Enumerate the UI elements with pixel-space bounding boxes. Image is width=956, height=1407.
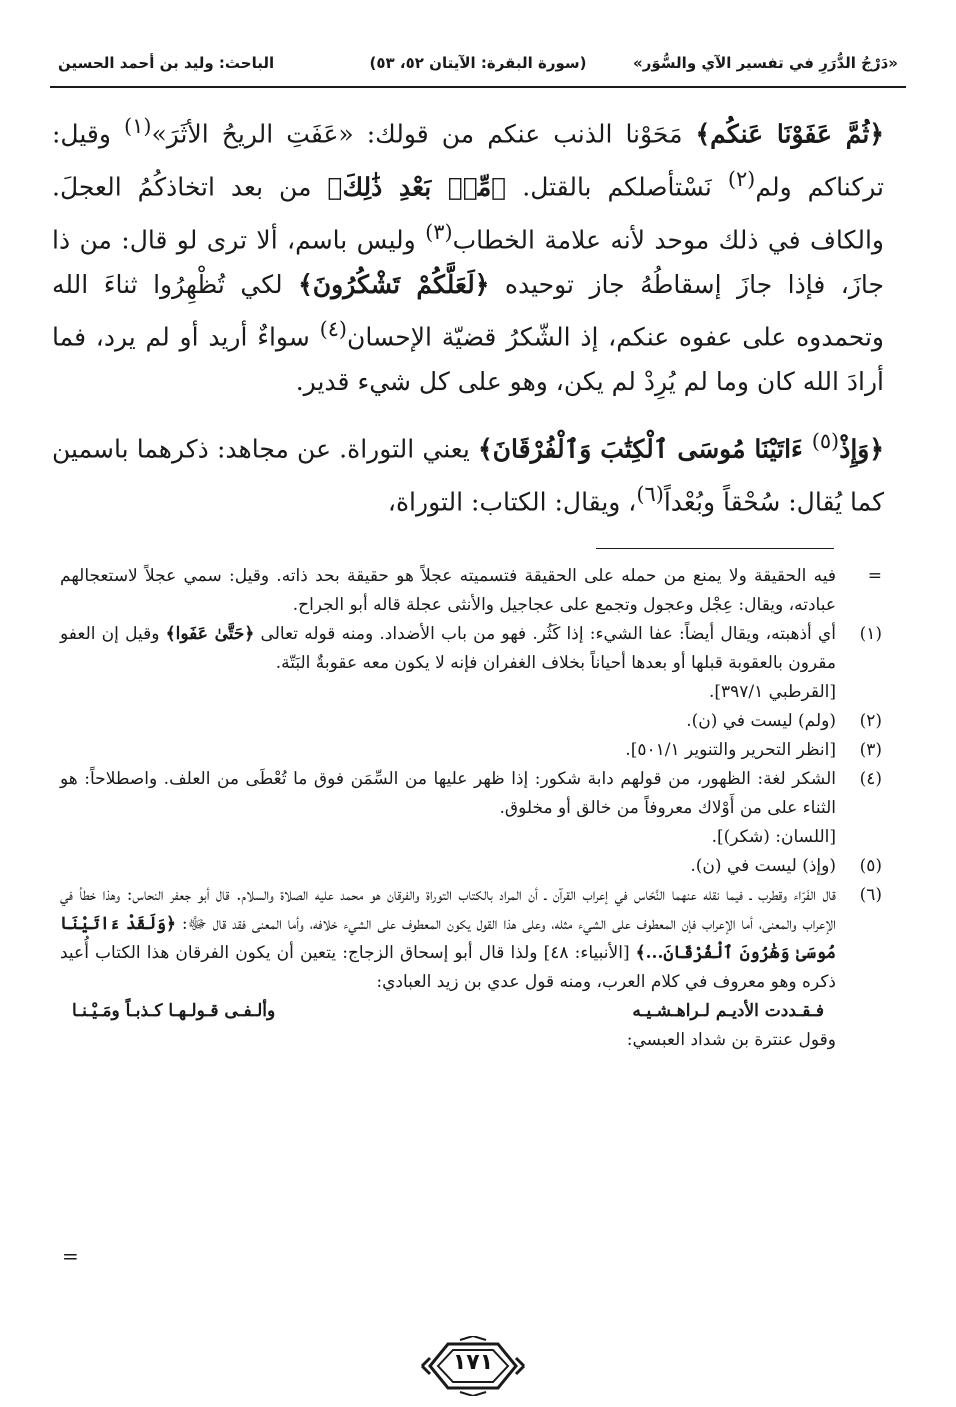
quran-quote: ﴿مِّنۢ بَعْدِ ذَٰلِكَ﴾ bbox=[327, 172, 507, 202]
footnote-2: (٢) (ولم) ليست في (ن). bbox=[60, 707, 882, 736]
footnotes bbox=[60, 562, 882, 1055]
book-title: «دَرْجُ الدُّرَرِ في تفسير الآي والسُّوَر» bbox=[633, 54, 898, 72]
footnote-number: (١) bbox=[859, 624, 882, 644]
footnote-number: = bbox=[867, 566, 882, 586]
verse-first-hemistich: فـقـددت الأديـم لـراهـشـيـه bbox=[632, 1001, 824, 1021]
footnote-source: [القرطبي ٣٩٧/١]. bbox=[708, 682, 836, 702]
footnote-continued: = فيه الحقيقة ولا يمنع من حمله على الحقيقة فتسميته عجلاً هو حقيقة بحد ذاته. وقيل: سمي عجلاً لاستعجالهم عبادته، ويقال: عِجْل وعجول وتجمع على عجاجيل والأنثى عجلة قاله أبو الجراح. bbox=[60, 562, 882, 620]
footnote-separator bbox=[596, 548, 834, 549]
page-number-ornament bbox=[418, 1336, 528, 1396]
surah-info: (سورة البقرة: الآيتان ٥٢، ٥٣) bbox=[369, 54, 587, 72]
quran-quote: ﴿وَإِذْ bbox=[839, 434, 884, 464]
footnote-5: (٥) (وإذ) ليست في (ن). bbox=[60, 852, 882, 881]
verse-second-hemistich: وألـفـى قـولـهـا كـذبـاً ومَـيْـنـا bbox=[72, 1001, 276, 1021]
researcher-name: الباحث: وليد بن أحمد الحسين bbox=[58, 54, 275, 72]
footnote-ref: (٣) bbox=[425, 219, 453, 244]
footnote-1: (١) أي أذهبته، ويقال أيضاً: عفا الشيء: إذا كَثُر. فهو من باب الأضداد. ومنه قوله تعالى ﴿حَتَّىٰ عَفَوا﴾ وقيل إن العفو مقرون بالعقوبة قبلها أو بعدها أحياناً بخلاف الغفران فإنه لا يكون معه عقوبةٌ البَتّة. [القرطبي ٣٩٧/١]. bbox=[60, 620, 882, 707]
footnote-ref: (٢) bbox=[727, 166, 756, 191]
footnote-ref: (٤) bbox=[319, 317, 348, 342]
page-number: ١٧١ bbox=[452, 1350, 494, 1375]
quran-quote: ﴿ثُمَّ عَفَوْنَا عَنكُم﴾ bbox=[695, 119, 884, 149]
page-header bbox=[50, 44, 906, 82]
verse-reference: [الأنبياء: ٤٨] bbox=[543, 943, 636, 963]
poetry-verse bbox=[60, 997, 836, 1026]
paragraph-2: ﴿وَإِذْ$^{(٥)}$ ءَاتَيْنَا مُوسَى ٱلْكِتَٰبَ وَٱلْفُرْقَانَ﴾ يعني التوراة. عن مجاهد: ذكرهما باسمين كما يُقال: سُحْقاً وبُعْداً$^{(٦)}$، ويقال: الكتاب: التوراة، bbox=[52, 428, 884, 517]
quran-quote: ﴿وَلَقَدْ ءَاتَيْنَا مُوسَىٰ وَهَٰرُونَ ٱلْفُرْقَانَ...﴾ bbox=[60, 914, 836, 963]
paragraph-1: ﴿ثُمَّ عَفَوْنَا عَنكُم﴾ مَحَوْنا الذنب عنكم من قولك: «عَفَتِ الريحُ الأثَرَ»$^{(١)}$ وقيل: تركناكم ولم$^{(٢)}$ نَسْتأصلكم بالقتل. ﴿مِّنۢ بَعْدِ ذَٰلِكَ﴾ من بعد اتخاذكُمُ العجلَ. والكاف في ذلك موحد لأنه علامة الخطاب$^{(٣)}$ وليس باسم، ألا ترى لو قال: من ذا جازَ، فإذا جازَ إسقاطُهُ جاز توحيده ﴿لَعَلَّكُمْ تَشْكُرُونَ﴾ لكي تُظْهِرُوا ثناءَ الله وتحمدوه على عفوه عنكم، إذ الشّكرُ قضيّة الإحسان$^{(٤)}$ سواءٌ أريد أو لم يرد، فما أرادَ الله كان وما لم يُرِدْ لم يكن، وهو على كل شيء قدير. bbox=[52, 114, 885, 397]
main-text bbox=[52, 104, 884, 525]
quran-quote: ءَاتَيْنَا مُوسَى ٱلْكِتَٰبَ وَٱلْفُرْقَانَ﴾ bbox=[478, 434, 812, 464]
footnote-ref: (٥) bbox=[811, 428, 840, 453]
footnote-source: [اللسان: (شكر)]. bbox=[711, 827, 836, 847]
footnote-number: (٤) bbox=[859, 769, 882, 789]
continuation-mark: = bbox=[62, 1244, 79, 1268]
footnote-number: (٣) bbox=[859, 740, 882, 760]
header-rule bbox=[50, 86, 906, 88]
footnote-6: (٦) قال الفَرّاء وقطرب ـ فيما نقله عنهما النَّحّاس في إعراب القرآن ـ أن المراد بالكتاب التوراة والفرقان هو محمد عليه الصلاة والسلام. قال أبو جعفر النحاس: وهذا خطأ في الإعراب والمعنى، أما الإعراب فإن المعطوف على الشيء مثله، وعلى هذا القول يكون المعطوف على الشيء خلافه، وأما المعنى فقد قال ﷻ: ﴿وَلَقَدْ ءَاتَيْنَا مُوسَىٰ وَهَٰرُونَ ٱلْفُرْقَانَ...﴾ [الأنبياء: ٤٨] ولذا قال أبو إسحاق الزجاج: يتعين أن يكون الفرقان هذا الكتاب أُعيد ذكره وهو معروف في كلام العرب، ومنه قول عدي بن زيد العبادي: فـقـددت الأديـم لـراهـشـيـه وألـفـى قـولـهـا كـذبـاً ومَـيْـنـا وقول عنترة بن شداد العبسي: bbox=[60, 881, 882, 1055]
quran-quote: ﴿لَعَلَّكُمْ تَشْكُرُونَ﴾ bbox=[298, 269, 490, 299]
quran-quote: ﴿حَتَّىٰ عَفَوا﴾ bbox=[165, 624, 255, 644]
footnote-4: (٤) الشكر لغة: الظهور، من قولهم دابة شكور: إذا ظهر عليها من السِّمَن فوق ما تُعْطَى من العلف. واصطلاحاً: هو الثناء على من أَوْلاك معروفاً من خالق أو مخلوق. [اللسان: (شكر)]. bbox=[60, 765, 882, 852]
footnote-number: (٢) bbox=[859, 711, 882, 731]
footnote-ref: (٦) bbox=[636, 481, 664, 506]
footnote-number: (٥) bbox=[859, 856, 882, 876]
footnote-3: (٣) [انظر التحرير والتنوير ٥٠١/١]. bbox=[60, 736, 882, 765]
footnote-number: (٦) bbox=[859, 885, 882, 905]
footnote-ref: (١) bbox=[123, 114, 152, 138]
